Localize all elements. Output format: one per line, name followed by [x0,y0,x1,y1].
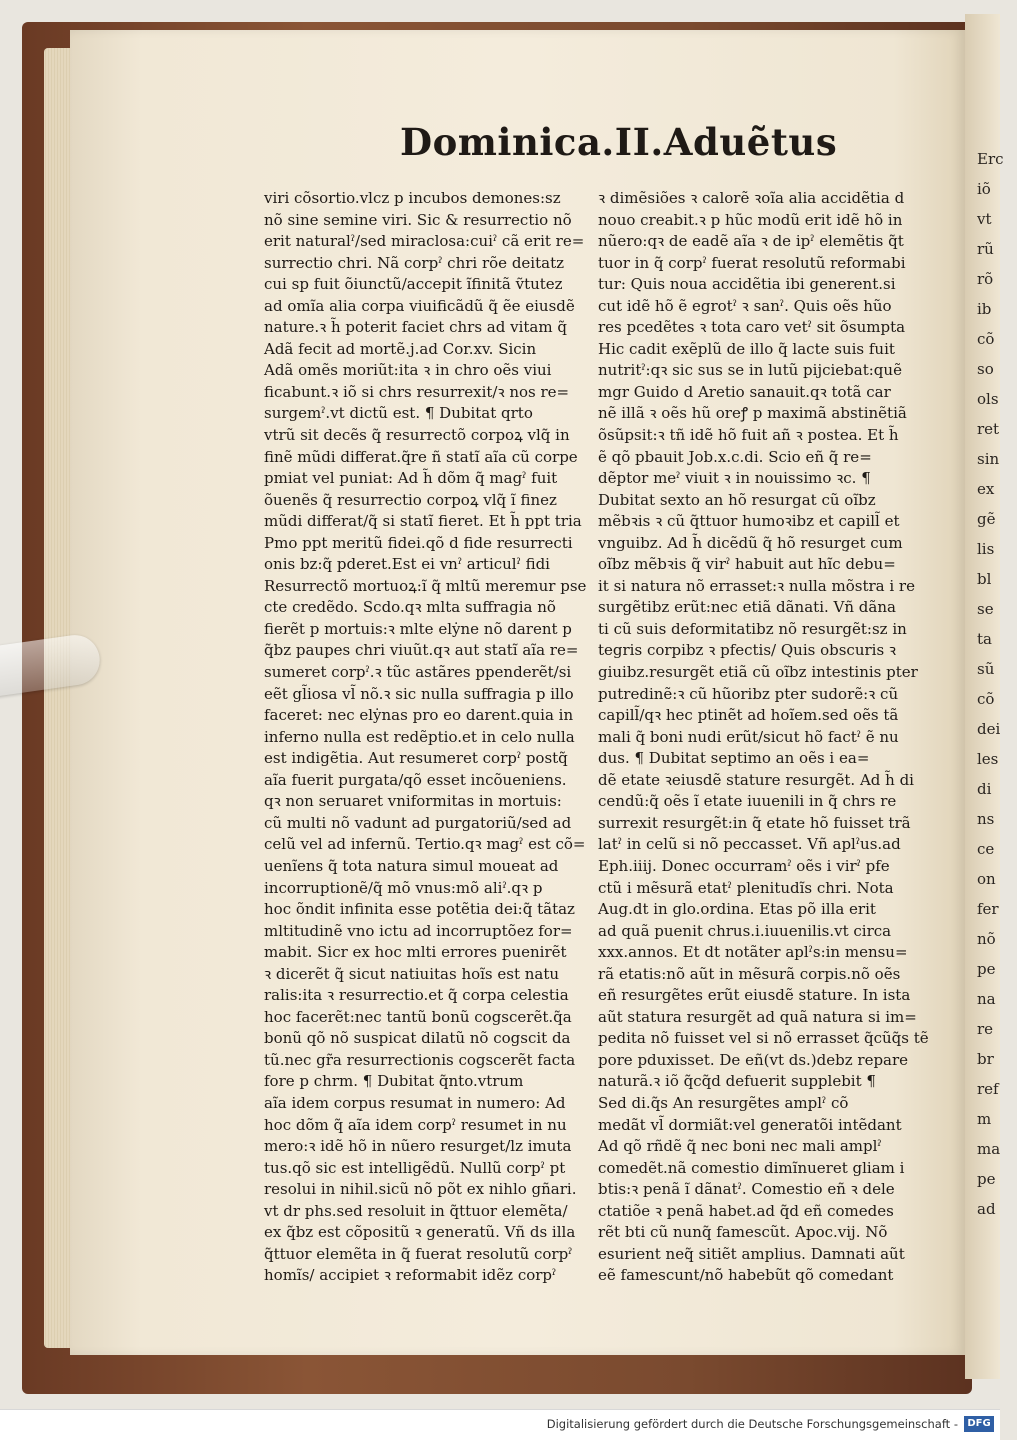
next-page-line: so [977,360,994,378]
text-line: giuibz.resurgẽt etiã cũ oĩbz intestinis pter [598,663,918,682]
text-line: aũt statura resurgẽt ad quã natura si im= [598,1007,917,1026]
text-line: mali q̃ boni nudi erũt/sicut hõ factˀ ẽ nu [598,727,899,746]
next-page-line: sũ [977,660,995,678]
text-line: tũ.nec gr̃a resurrectionis cogscerẽt facta [264,1050,576,1069]
text-line: mltitudinẽ vno ictu ad incorruptõez for= [264,921,573,940]
text-line: incorruptionẽ/q̃ mõ vnus:mõ aliˀ.qꝛ p [264,878,543,897]
text-line: homĩs/ accipiet ꝛ reformabit idẽz corpˀ [264,1266,557,1285]
text-line: Adã omẽs moriũt:ita ꝛ in chro oẽs viui [264,361,552,380]
text-line: õsũpsit:ꝛ tñ idẽ hõ fuit añ ꝛ postea. Et h̃ [598,426,899,445]
text-line: capill̃/qꝛ hec ptinẽt ad hoĩem.sed oẽs tã [598,706,899,725]
text-line: viri cõsortio.vlcz p incubos demones:sz [264,189,561,207]
text-line: naturã.ꝛ iõ q̃cq̃d defuerit supplebit ¶ [598,1072,876,1091]
next-page-line: ma [977,1140,1001,1158]
next-page-line: se [977,600,994,618]
next-page-line: cõ [977,690,995,708]
text-line: aĩa idem corpus resumat in numero: Ad [264,1093,566,1112]
text-line: tegris corpibz ꝛ pfectis/ Quis obscuris ꝛ [598,641,897,660]
text-line: tuor in q̃ corpˀ fuerat resolutũ reformabi [598,253,906,272]
text-line: ficabunt.ꝛ iõ si chrs resurrexit/ꝛ nos re= [264,382,570,401]
text-line: finẽ mũdi differat.q̃re ñ statĩ aĩa cũ corpe [264,447,578,466]
text-line: res pcedẽtes ꝛ tota caro vetˀ sit õsumpta [598,318,906,337]
text-line: hoc dõm q̃ aĩa idem corpˀ resumet in nu [264,1115,567,1134]
text-line: hoc õndit infinita esse potẽtia dei:q̃ tãtaz [264,900,575,919]
next-page-line: ns [977,810,995,828]
next-page-line: rõ [977,270,994,288]
text-line: dẽ etate ꝛeiusdẽ stature resurgẽt. Ad h̃ di [598,770,914,789]
text-line: fore p chrm. ¶ Dubitat q̃nto.vtrum [264,1072,524,1091]
next-page-line: di [977,780,992,798]
text-line: Ad qõ rñdẽ q̃ nec boni nec mali amplˀ [598,1137,882,1156]
text-line: ꝛ dicerẽt q̃ sicut natiuitas hoĩs est natu [264,964,560,983]
next-page-line: rũ [977,240,994,258]
next-page-line: gẽ [977,510,996,528]
text-line: Adã fecit ad mortẽ.j.ad Cor.xv. Sicin [264,339,537,358]
text-line: eẽ famescunt/nõ habebũt qõ comedant [598,1266,894,1285]
text-line: nẽ illã ꝛ oẽs hũ oreꝭ p maximã abstinẽtiã [598,404,907,423]
text-line: nũero:qꝛ de eadẽ aĩa ꝛ de ipˀ elemẽtis q̃t [598,232,904,251]
text-line: putredinẽ:ꝛ cũ hũoribz pter sudorẽ:ꝛ cũ [598,684,899,703]
text-line: Eph.iiij. Donec occurramˀ oẽs i virˀ pfe [598,856,890,875]
text-column-right [598,188,929,1287]
text-line: mero:ꝛ idẽ hõ in nũero resurget/lz imuta [264,1137,572,1156]
next-page-line: ex [977,480,995,498]
text-line: sumeret corpˀ.ꝛ tũc astãres ppenderẽt/si [264,663,572,682]
text-line: xxx.annos. Et dt notãter aplˀs:in mensu= [598,943,908,962]
next-page-line: vt [977,210,992,228]
text-line: ẽ qõ pbauit Job.x.c.di. Scio eñ q̃ re= [598,447,872,466]
text-line: celũ vel ad infernũ. Tertio.qꝛ magˀ est cõ= [264,835,586,854]
text-line: onis bz:q̃ pderet.Est ei vnˀ articulˀ fidi [264,555,550,574]
text-line: erit naturalˀ/sed miraclosa:cuiˀ cã erit re= [264,232,585,251]
next-page-line: ret [977,420,1000,438]
text-line: surrectio chri. Nã corpˀ chri rõe deitatz [264,253,564,272]
next-page-text [977,144,1017,1224]
footer-credit: Digitalisierung gefördert durch die Deutsche Forschungsgemeinschaft - [546,1417,958,1431]
next-page-line: dei [977,720,1001,738]
next-page-line: bl [977,570,992,588]
text-line: rẽt bti cũ nunq̃ famescũt. Apoc.vij. Nõ [598,1223,888,1242]
next-page-line: pe [977,1170,996,1188]
text-line: uenĩens q̃ tota natura simul moueat ad [264,856,559,875]
text-line: mẽbꝛis ꝛ cũ q̃ttuor humoꝛibz et capill̃ et [598,512,900,531]
text-line: surrexit resurgẽt:in q̃ etate hõ fuisset trã [598,813,911,832]
text-line: esurient neq̃ sitiẽt amplius. Damnati aũt [598,1244,905,1263]
text-line: ctatiõe ꝛ penã habet.ad q̃d eñ comedes [598,1201,894,1220]
text-line: surgemˀ.vt dictũ est. ¶ Dubitat qrto [264,404,533,423]
text-line: btis:ꝛ penã ĩ dãnatˀ. Comestio eñ ꝛ dele [598,1180,895,1199]
next-page-line: ce [977,840,995,858]
text-line: cui sp fuit õiunctũ/accepit ĩfinitã ṽtutez [264,275,563,294]
text-line: ctũ i mẽsurã etatˀ plenitudĩs chri. Nota [598,878,894,897]
text-line: ralis:ita ꝛ resurrectio.et q̃ corpa celestia [264,986,569,1005]
text-line: pmiat vel puniat: Ad h̃ dõm q̃ magˀ fuit [264,469,558,488]
text-line: nature.ꝛ h̃ poterit faciet chrs ad vitam q̃ [264,318,567,337]
dfg-logo: DFG [964,1416,994,1432]
text-column-left [264,188,587,1287]
text-line: q̃ttuor elemẽta in q̃ fuerat resolutũ corpˀ [264,1244,573,1263]
text-line: oĩbz mẽbꝛis q̃ virˀ habuit aut hĩc debu= [598,555,896,574]
text-line: qꝛ non seruaret vniformitas in mortuis: [264,792,562,811]
next-page-line: ad [977,1200,996,1218]
text-line: est indigẽtia. Aut resumeret corpˀ postq̃ [264,749,568,768]
next-page-line: les [977,750,999,768]
text-line: vtrũ sit decẽs q̃ resurrectõ corpoꝝ vlq̃ in [264,426,570,445]
text-line: hoc facerẽt:nec tantũ bonũ cogscerẽt.q̃a [264,1007,572,1026]
next-page-line: on [977,870,996,888]
text-line: eẽt gl̃iosa vl̃ nõ.ꝛ sic nulla suffragia p illo [264,684,574,703]
text-line: q̃bz paupes chri viuũt.qꝛ aut statĩ aĩa re= [264,641,579,660]
text-line: latˀ in celũ si nõ peccasset. Vñ aplˀus.ad [598,835,901,854]
next-page-line: pe [977,960,996,978]
next-page-sliver [965,14,1004,1379]
next-page-line: ref [977,1080,999,1098]
text-line: nutritˀ:qꝛ sic sus se in lutũ pijciebat:quẽ [598,361,902,380]
next-page-line: ols [977,390,999,408]
footer-bar [0,1409,1000,1440]
next-page-line: ta [977,630,992,648]
next-page-line: fer [977,900,999,918]
text-line: vnguibz. Ad h̃ dicẽdũ q̃ hõ resurget cum [598,533,903,552]
text-line: vt dr phs.sed resoluit in q̃ttuor elemẽta/ [264,1201,568,1220]
text-line: Dubitat sexto an hõ resurgat cũ oĩbz [598,490,876,509]
text-line: ꝛ dimẽsiões ꝛ calorẽ ꝛoĩa alia accidẽtia d [598,189,905,207]
text-line: tus.qõ sic est intelligẽdũ. Nullũ corpˀ pt [264,1158,566,1177]
next-page-line: iõ [977,180,991,198]
text-line: ex q̃bz est cõpositũ ꝛ generatũ. Vñ ds illa [264,1223,576,1242]
text-line: Hic cadit exẽplũ de illo q̃ lacte suis fuit [598,339,895,358]
text-line: surgẽtibz erũt:nec etiã dãnati. Vñ dãna [598,598,896,617]
text-line: it si natura nõ errasset:ꝛ nulla mõstra i re [598,576,915,595]
next-page-line: br [977,1050,994,1068]
text-line: pedita nõ fuisset vel si nõ errasset q̃cũq̃s tẽ [598,1029,929,1048]
next-page-line: Erc [977,150,1004,168]
next-page-line: ib [977,300,992,318]
text-line: comedẽt.nã comestio dimĩnueret gliam i [598,1158,905,1177]
next-page-line: nõ [977,930,996,948]
next-page-line: cõ [977,330,995,348]
text-line: ti cũ suis deformitatibz nõ resurgẽt:sz in [598,619,907,638]
text-line: Pmo ppt meritũ fidei.qõ d fide resurrecti [264,533,573,552]
next-page-line: lis [977,540,995,558]
text-line: faceret: nec elẏnas pro eo darent.quia in [264,706,574,725]
text-line: Resurrectõ mortuoꝝ:ĩ q̃ mltũ meremur pse [264,576,587,595]
text-line: medãt vl̃ dormiãt:vel generatõi intẽdant [598,1115,902,1134]
text-line: dẽptor meˀ viuit ꝛ in nouissimo ꝛc. ¶ [598,469,871,488]
text-line: Aug.dt in glo.ordina. Etas põ illa erit [598,900,876,919]
next-page-line: sin [977,450,1000,468]
text-line: nouo creabit.ꝛ p hũc modũ erit idẽ hõ in [598,210,903,229]
text-line: cut idẽ hõ ẽ egrotˀ ꝛ sanˀ. Quis oẽs hũo [598,296,892,315]
text-line: nõ sine semine viri. Sic & resurrectio nõ [264,210,572,229]
text-line: cte credẽdo. Scdo.qꝛ mlta suffragia nõ [264,598,556,617]
text-line: ad quã puenit chrus.i.iuuenilis.vt circa [598,921,892,940]
text-line: bonũ qõ nõ suspicat dilatũ nõ cogscit da [264,1029,571,1048]
text-line: õuenẽs q̃ resurrectio corpoꝝ vlq̃ ĩ finez [264,490,557,509]
text-line: resolui in nihil.sicũ nõ põt ex nihlo gñari. [264,1180,577,1199]
text-line: rã etatis:nõ aũt in mẽsurã corpis.nõ oẽs [598,964,901,983]
next-page-line: m [977,1110,992,1128]
text-line: Sed di.q̃s An resurgẽtes amplˀ cõ [598,1093,849,1112]
next-page-line: na [977,990,996,1008]
next-page-line: re [977,1020,994,1038]
text-line: mabit. Sicr ex hoc mlti errores puenirẽt [264,943,567,962]
text-line: inferno nulla est redẽptio.et in celo nulla [264,727,575,746]
page-title: Dominica.II.Aduẽtus [400,120,838,164]
text-line: dus. ¶ Dubitat septimo an oẽs i ea= [598,749,870,768]
text-line: cũ multi nõ vadunt ad purgatoriũ/sed ad [264,813,572,832]
text-line: fierẽt p mortuis:ꝛ mlte elẏne nõ darent p [264,619,572,638]
text-line: pore pduxisset. De eñ(vt ds.)debz repare [598,1050,909,1069]
text-line: mgr Guido d Aretio sanauit.qꝛ totã car [598,382,891,401]
text-line: tur: Quis noua accidẽtia ibi generent.si [598,275,896,294]
text-line: ad omĩa alia corpa viuificãdũ q̃ ẽe eiusdẽ [264,296,575,315]
text-line: aĩa fuerit purgata/qõ esset incõueniens. [264,770,567,789]
text-line: cendũ:q̃ oẽs ĩ etate iuuenili in q̃ chrs re [598,792,897,811]
text-line: mũdi differat/q̃ si statĩ fieret. Et h̃ ppt tria [264,512,582,531]
text-line: eñ resurgẽtes erũt eiusdẽ stature. In ista [598,986,911,1005]
